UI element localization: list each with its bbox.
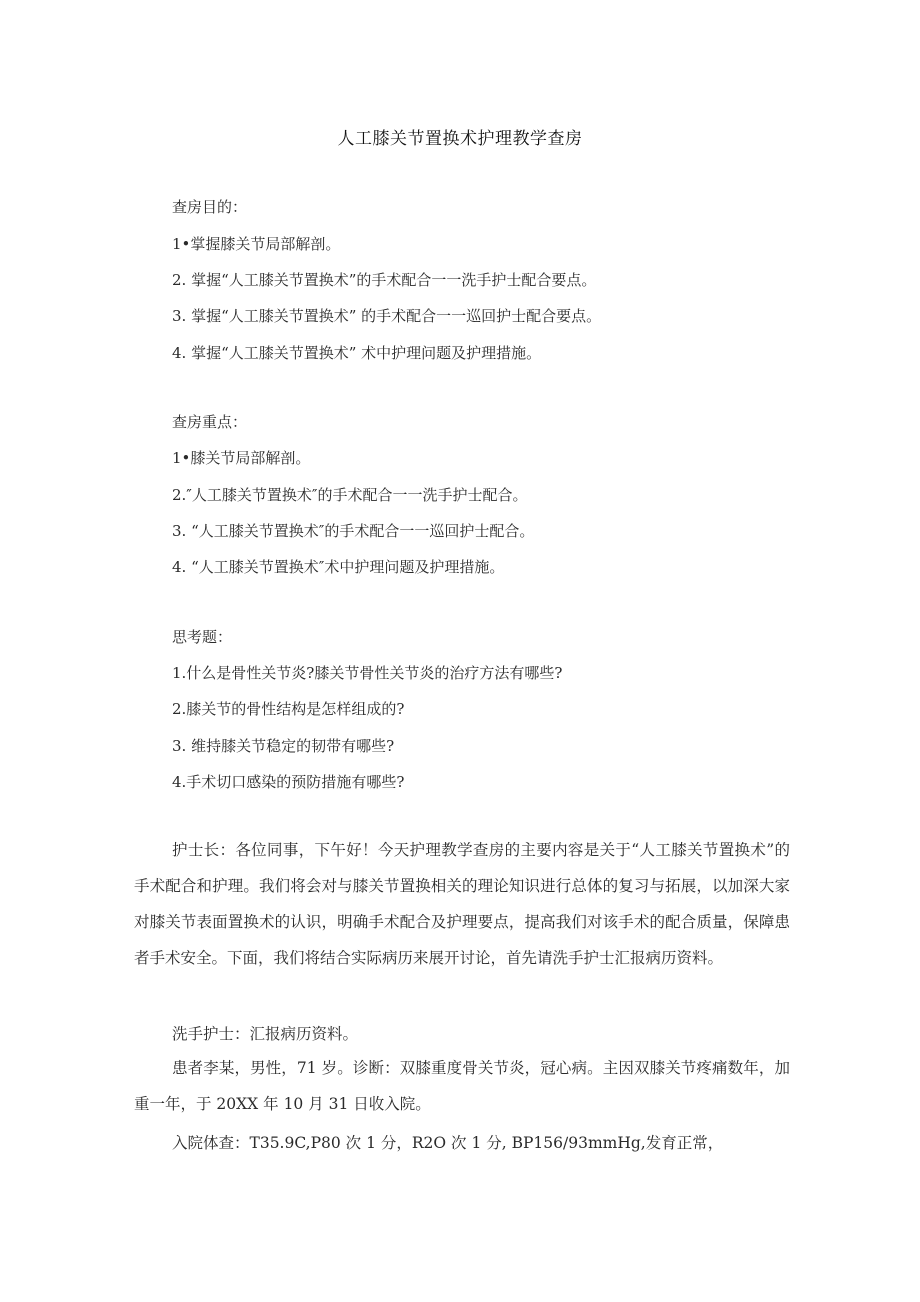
- focus-item-2: 2.″人工膝关节置换术″的手术配合一一洗手护士配合。: [172, 486, 528, 504]
- purpose-heading: 查房目的：: [172, 198, 248, 216]
- questions-heading: 思考题：: [172, 628, 233, 646]
- document-title: 人工膝关节置换术护理教学查房: [337, 129, 583, 149]
- purpose-item-2: 2. 掌握“人工膝关节置换术”的手术配合一一洗手护士配合要点。: [172, 271, 597, 289]
- head-nurse-paragraph: 护士长：各位同事，下午好！今天护理教学查房的主要内容是关于“人工膝关节置换术”的手术配合和护理。我们将会对与膝关节置换相关的理论知识进行总体的复习与拓展，以加深大家对膝关节表面置换术的认识，明确手术配合及护理要点，提高我们对该手术的配合质量，保障患者手术安全。下面，我们将结合实际病历来展开讨论，首先请洗手护士汇报病历资料。: [134, 841, 790, 967]
- focus-heading: 查房重点：: [172, 413, 248, 431]
- exam-line: 入院体查：T35.9C,P80 次 1 分，R2O 次 1 分, BP156∕93mmHg,发育正常，: [172, 1134, 724, 1152]
- question-item-3: 3. 维持膝关节稳定的韧带有哪些?: [172, 737, 395, 755]
- purpose-item-1: 1•掌握膝关节局部解剖。: [172, 235, 341, 253]
- question-item-1: 1.什么是骨性关节炎?膝关节骨性关节炎的治疗方法有哪些?: [172, 664, 563, 682]
- patient-paragraph: 患者李某，男性，71 岁。诊断：双膝重度骨关节炎，冠心病。主因双膝关节疼痛数年，加重一年，于 20XX 年 10 月 31 日收入院。: [134, 1059, 790, 1113]
- question-item-4: 4.手术切口感染的预防措施有哪些?: [172, 773, 405, 791]
- focus-item-3: 3. “人工膝关节置换术″的手术配合一一巡回护士配合。: [172, 522, 535, 540]
- question-item-2: 2.膝关节的骨性结构是怎样组成的?: [172, 700, 405, 718]
- focus-item-4: 4. “人工膝关节置换术″术中护理问题及护理措施。: [172, 558, 505, 576]
- purpose-item-4: 4. 掌握“人工膝关节置换术” 术中护理问题及护理措施。: [172, 344, 542, 362]
- focus-item-1: 1•膝关节局部解剖。: [172, 449, 311, 467]
- purpose-item-3: 3. 掌握“人工膝关节置换术” 的手术配合一一巡回护士配合要点。: [172, 307, 602, 325]
- scrub-nurse-line: 洗手护士：汇报病历资料。: [172, 1025, 359, 1043]
